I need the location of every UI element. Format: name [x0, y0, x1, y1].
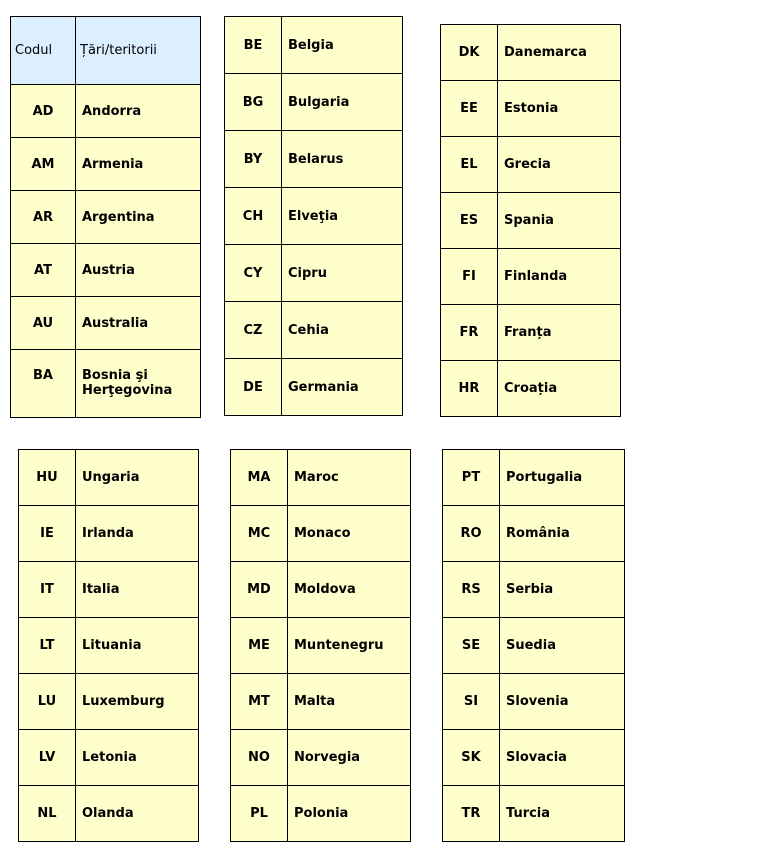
- country-code: IT: [19, 562, 76, 618]
- country-name: Armenia: [76, 138, 201, 191]
- table-row: [11, 244, 201, 297]
- country-name: Spania: [498, 193, 621, 249]
- table-row: [11, 350, 201, 418]
- table-row: [441, 137, 621, 193]
- country-name: Bosnia şi Herţegovina: [76, 350, 201, 418]
- country-name: Norvegia: [288, 730, 411, 786]
- country-name: Serbia: [500, 562, 625, 618]
- country-code: DK: [441, 25, 498, 81]
- country-name: Irlanda: [76, 506, 199, 562]
- header-country: Țări/teritorii: [76, 17, 201, 85]
- country-code: FI: [441, 249, 498, 305]
- country-code: AD: [11, 85, 76, 138]
- country-code: EL: [441, 137, 498, 193]
- country-table-1: [10, 16, 201, 418]
- country-name: Argentina: [76, 191, 201, 244]
- country-code: IE: [19, 506, 76, 562]
- country-name: Austria: [76, 244, 201, 297]
- country-code: HR: [441, 361, 498, 417]
- table-row: [231, 674, 411, 730]
- table-row: [231, 450, 411, 506]
- country-code: SI: [443, 674, 500, 730]
- table-row: [19, 786, 199, 842]
- country-table-3: [440, 24, 621, 417]
- country-code: RO: [443, 506, 500, 562]
- country-name: Ungaria: [76, 450, 199, 506]
- country-code: LV: [19, 730, 76, 786]
- country-code: BY: [225, 131, 282, 188]
- table-row: [441, 305, 621, 361]
- country-code: MD: [231, 562, 288, 618]
- table-row: [443, 450, 625, 506]
- table-row: [11, 138, 201, 191]
- country-table-2: [224, 16, 403, 416]
- country-code: AU: [11, 297, 76, 350]
- country-name: Croația: [498, 361, 621, 417]
- table-row: [225, 74, 403, 131]
- country-name: Suedia: [500, 618, 625, 674]
- country-name: Germania: [282, 359, 403, 416]
- country-code: PL: [231, 786, 288, 842]
- table-row: [11, 297, 201, 350]
- table-row: [19, 450, 199, 506]
- table-row: [225, 17, 403, 74]
- country-name: Franța: [498, 305, 621, 361]
- country-name: Andorra: [76, 85, 201, 138]
- country-name: Australia: [76, 297, 201, 350]
- country-table-6: [442, 449, 625, 842]
- table-row: [19, 618, 199, 674]
- country-name: Cehia: [282, 302, 403, 359]
- country-code: CZ: [225, 302, 282, 359]
- country-code: SK: [443, 730, 500, 786]
- table-row: [231, 506, 411, 562]
- table-row: [225, 131, 403, 188]
- table-row: [441, 361, 621, 417]
- country-name: Turcia: [500, 786, 625, 842]
- table-row: [11, 85, 201, 138]
- country-code: SE: [443, 618, 500, 674]
- table-row: [441, 81, 621, 137]
- header-code: Codul: [11, 17, 76, 85]
- country-name: Letonia: [76, 730, 199, 786]
- table-row: [19, 506, 199, 562]
- country-name: Muntenegru: [288, 618, 411, 674]
- country-code: DE: [225, 359, 282, 416]
- country-name: Bulgaria: [282, 74, 403, 131]
- country-code: NL: [19, 786, 76, 842]
- table-row: [19, 674, 199, 730]
- country-name: Portugalia: [500, 450, 625, 506]
- table-row: [19, 730, 199, 786]
- country-name: Polonia: [288, 786, 411, 842]
- country-code: FR: [441, 305, 498, 361]
- table-row: [231, 730, 411, 786]
- country-name: Lituania: [76, 618, 199, 674]
- table-row: [11, 191, 201, 244]
- country-name: Luxemburg: [76, 674, 199, 730]
- country-code: AR: [11, 191, 76, 244]
- country-code: ME: [231, 618, 288, 674]
- country-code: HU: [19, 450, 76, 506]
- country-code: ES: [441, 193, 498, 249]
- country-code: MC: [231, 506, 288, 562]
- country-name: Monaco: [288, 506, 411, 562]
- table-row: [443, 674, 625, 730]
- country-code: LU: [19, 674, 76, 730]
- country-code: CY: [225, 245, 282, 302]
- country-code: BA: [11, 350, 76, 418]
- table-row: [441, 249, 621, 305]
- country-code: LT: [19, 618, 76, 674]
- country-name: Maroc: [288, 450, 411, 506]
- country-code: PT: [443, 450, 500, 506]
- country-name: Elveţia: [282, 188, 403, 245]
- table-row: [443, 786, 625, 842]
- table-row: [231, 618, 411, 674]
- country-code: RS: [443, 562, 500, 618]
- country-name: Slovenia: [500, 674, 625, 730]
- country-name: Slovacia: [500, 730, 625, 786]
- country-code: MT: [231, 674, 288, 730]
- country-table-4: [18, 449, 199, 842]
- table-row: [225, 302, 403, 359]
- country-name: Italia: [76, 562, 199, 618]
- country-name: Finlanda: [498, 249, 621, 305]
- country-name: Estonia: [498, 81, 621, 137]
- country-name: Grecia: [498, 137, 621, 193]
- country-name: Danemarca: [498, 25, 621, 81]
- header-row: [11, 17, 201, 85]
- table-row: [231, 786, 411, 842]
- country-code: EE: [441, 81, 498, 137]
- country-name: Moldova: [288, 562, 411, 618]
- table-row: [443, 562, 625, 618]
- country-name: România: [500, 506, 625, 562]
- country-name: Malta: [288, 674, 411, 730]
- country-code: BG: [225, 74, 282, 131]
- country-code: AM: [11, 138, 76, 191]
- country-name: Belarus: [282, 131, 403, 188]
- table-row: [441, 193, 621, 249]
- country-name: Belgia: [282, 17, 403, 74]
- country-code: MA: [231, 450, 288, 506]
- country-name: Cipru: [282, 245, 403, 302]
- table-row: [443, 506, 625, 562]
- table-row: [225, 188, 403, 245]
- country-name: Olanda: [76, 786, 199, 842]
- table-row: [225, 245, 403, 302]
- country-code: NO: [231, 730, 288, 786]
- country-table-5: [230, 449, 411, 842]
- table-row: [19, 562, 199, 618]
- country-code: TR: [443, 786, 500, 842]
- table-row: [441, 25, 621, 81]
- country-code: BE: [225, 17, 282, 74]
- table-row: [443, 618, 625, 674]
- table-row: [231, 562, 411, 618]
- country-code: CH: [225, 188, 282, 245]
- country-code: AT: [11, 244, 76, 297]
- table-row: [443, 730, 625, 786]
- table-row: [225, 359, 403, 416]
